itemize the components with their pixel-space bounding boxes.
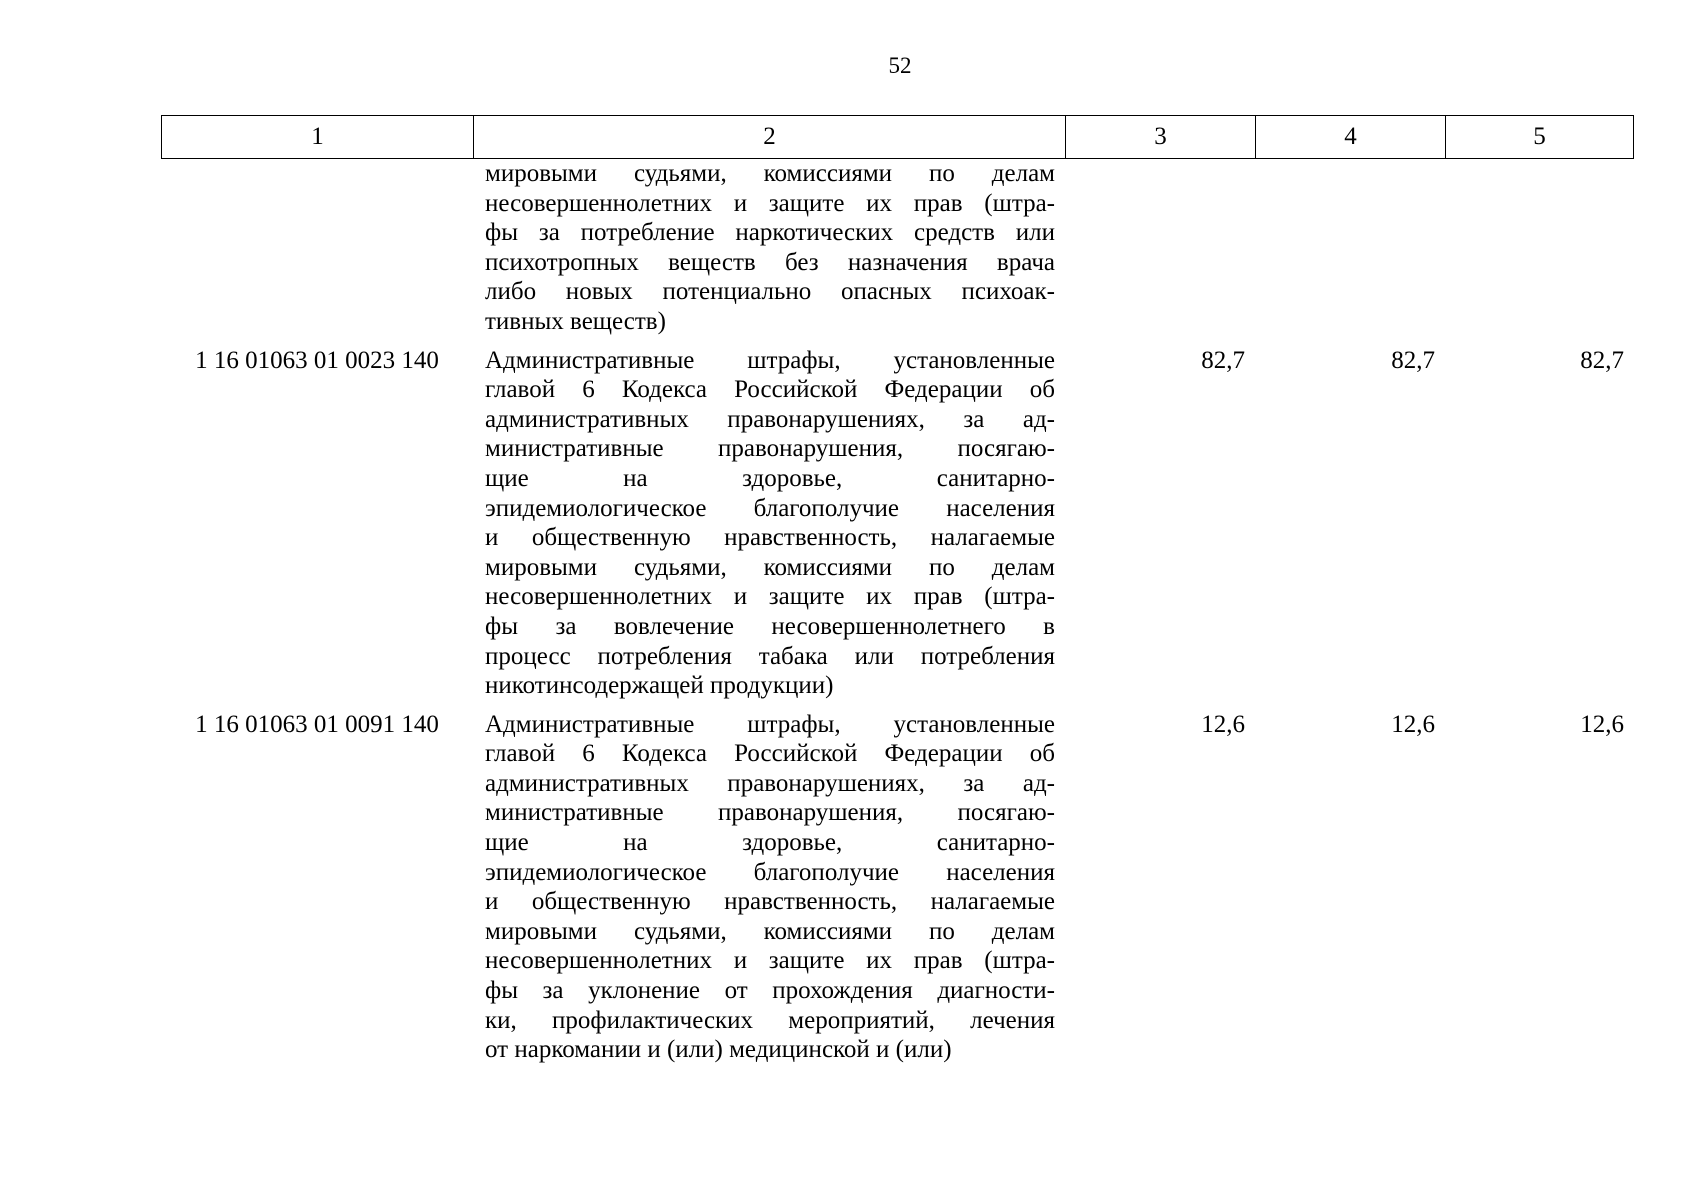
description-line: административных правонарушениях, за ад- bbox=[485, 769, 1055, 797]
row-value-col-5 bbox=[1445, 159, 1634, 337]
row-description bbox=[473, 346, 1065, 701]
description-line: фы за вовлечение несовершеннолетнего в bbox=[485, 612, 1055, 640]
description-line: Административные штрафы, установленные bbox=[485, 346, 1055, 374]
description-line: и общественную нравственность, налагаемые bbox=[485, 888, 1055, 916]
description-line: ки, профилактических мероприятий, лечения bbox=[485, 1006, 1055, 1034]
description-line: фы за уклонение от прохождения диагности- bbox=[485, 977, 1055, 1005]
table-body bbox=[161, 159, 1634, 1074]
description-line: министративные правонарушения, посягаю- bbox=[485, 435, 1055, 463]
description-line: от наркомании и (или) медицинской и (или) bbox=[485, 1036, 952, 1064]
row-value-col-5: 82,7 bbox=[1580, 346, 1624, 374]
row-value-col-4: 12,6 bbox=[1391, 710, 1435, 738]
description-line: мировыми судьями, комиссиями по делам bbox=[485, 553, 1055, 581]
header-col-2: 2 bbox=[474, 116, 1066, 158]
description-line: процесс потребления табака или потребления bbox=[485, 642, 1055, 670]
description-line: эпидемиологическое благополучие населения bbox=[485, 858, 1055, 886]
row-description bbox=[473, 159, 1065, 337]
description-line: административных правонарушениях, за ад- bbox=[485, 405, 1055, 433]
row-value-col-3: 82,7 bbox=[1201, 346, 1245, 374]
row-value-col-3: 12,6 bbox=[1201, 710, 1245, 738]
row-value-col-5: 12,6 bbox=[1580, 710, 1624, 738]
description-line: главой 6 Кодекса Российской Федерации об bbox=[485, 740, 1055, 768]
table-header bbox=[161, 115, 1634, 159]
header-col-5: 5 bbox=[1533, 123, 1546, 150]
description-line: мировыми судьями, комиссиями по делам bbox=[485, 917, 1055, 945]
description-line: несовершеннолетних и защите их прав (штра- bbox=[485, 189, 1055, 217]
description-line: либо новых потенциально опасных психоак- bbox=[485, 278, 1055, 306]
description-line: щие на здоровье, санитарно- bbox=[485, 464, 1055, 492]
header-col-1: 1 bbox=[162, 116, 474, 158]
header-col-3: 3 bbox=[1066, 116, 1256, 158]
description-line: психотропных веществ без назначения врача bbox=[485, 248, 1055, 276]
description-line: несовершеннолетних и защите их прав (штра- bbox=[485, 947, 1055, 975]
page-number: 52 bbox=[888, 53, 912, 78]
row-code bbox=[161, 159, 473, 337]
description-line: министративные правонарушения, посягаю- bbox=[485, 799, 1055, 827]
description-line: никотинсодержащей продукции) bbox=[485, 672, 834, 700]
row-code: 1 16 01063 01 0023 140 bbox=[195, 346, 439, 374]
description-line: несовершеннолетних и защите их прав (штра- bbox=[485, 583, 1055, 611]
description-line: Административные штрафы, установленные bbox=[485, 710, 1055, 738]
description-line: тивных веществ) bbox=[485, 307, 666, 335]
row-code: 1 16 01063 01 0091 140 bbox=[195, 710, 439, 738]
row-description bbox=[473, 710, 1065, 1065]
description-line: щие на здоровье, санитарно- bbox=[485, 829, 1055, 857]
row-value-col-4 bbox=[1255, 159, 1445, 337]
row-value-col-4: 82,7 bbox=[1391, 346, 1435, 374]
table-row bbox=[161, 159, 1634, 337]
description-line: и общественную нравственность, налагаемые bbox=[485, 524, 1055, 552]
table-row bbox=[161, 710, 1634, 1065]
description-line: фы за потребление наркотических средств или bbox=[485, 219, 1055, 247]
description-line: мировыми судьями, комиссиями по делам bbox=[485, 160, 1055, 187]
description-line: эпидемиологическое благополучие населения bbox=[485, 494, 1055, 522]
header-col-4: 4 bbox=[1256, 116, 1446, 158]
table-row bbox=[161, 346, 1634, 701]
row-value-col-3 bbox=[1065, 159, 1255, 337]
description-line: главой 6 Кодекса Российской Федерации об bbox=[485, 376, 1055, 404]
